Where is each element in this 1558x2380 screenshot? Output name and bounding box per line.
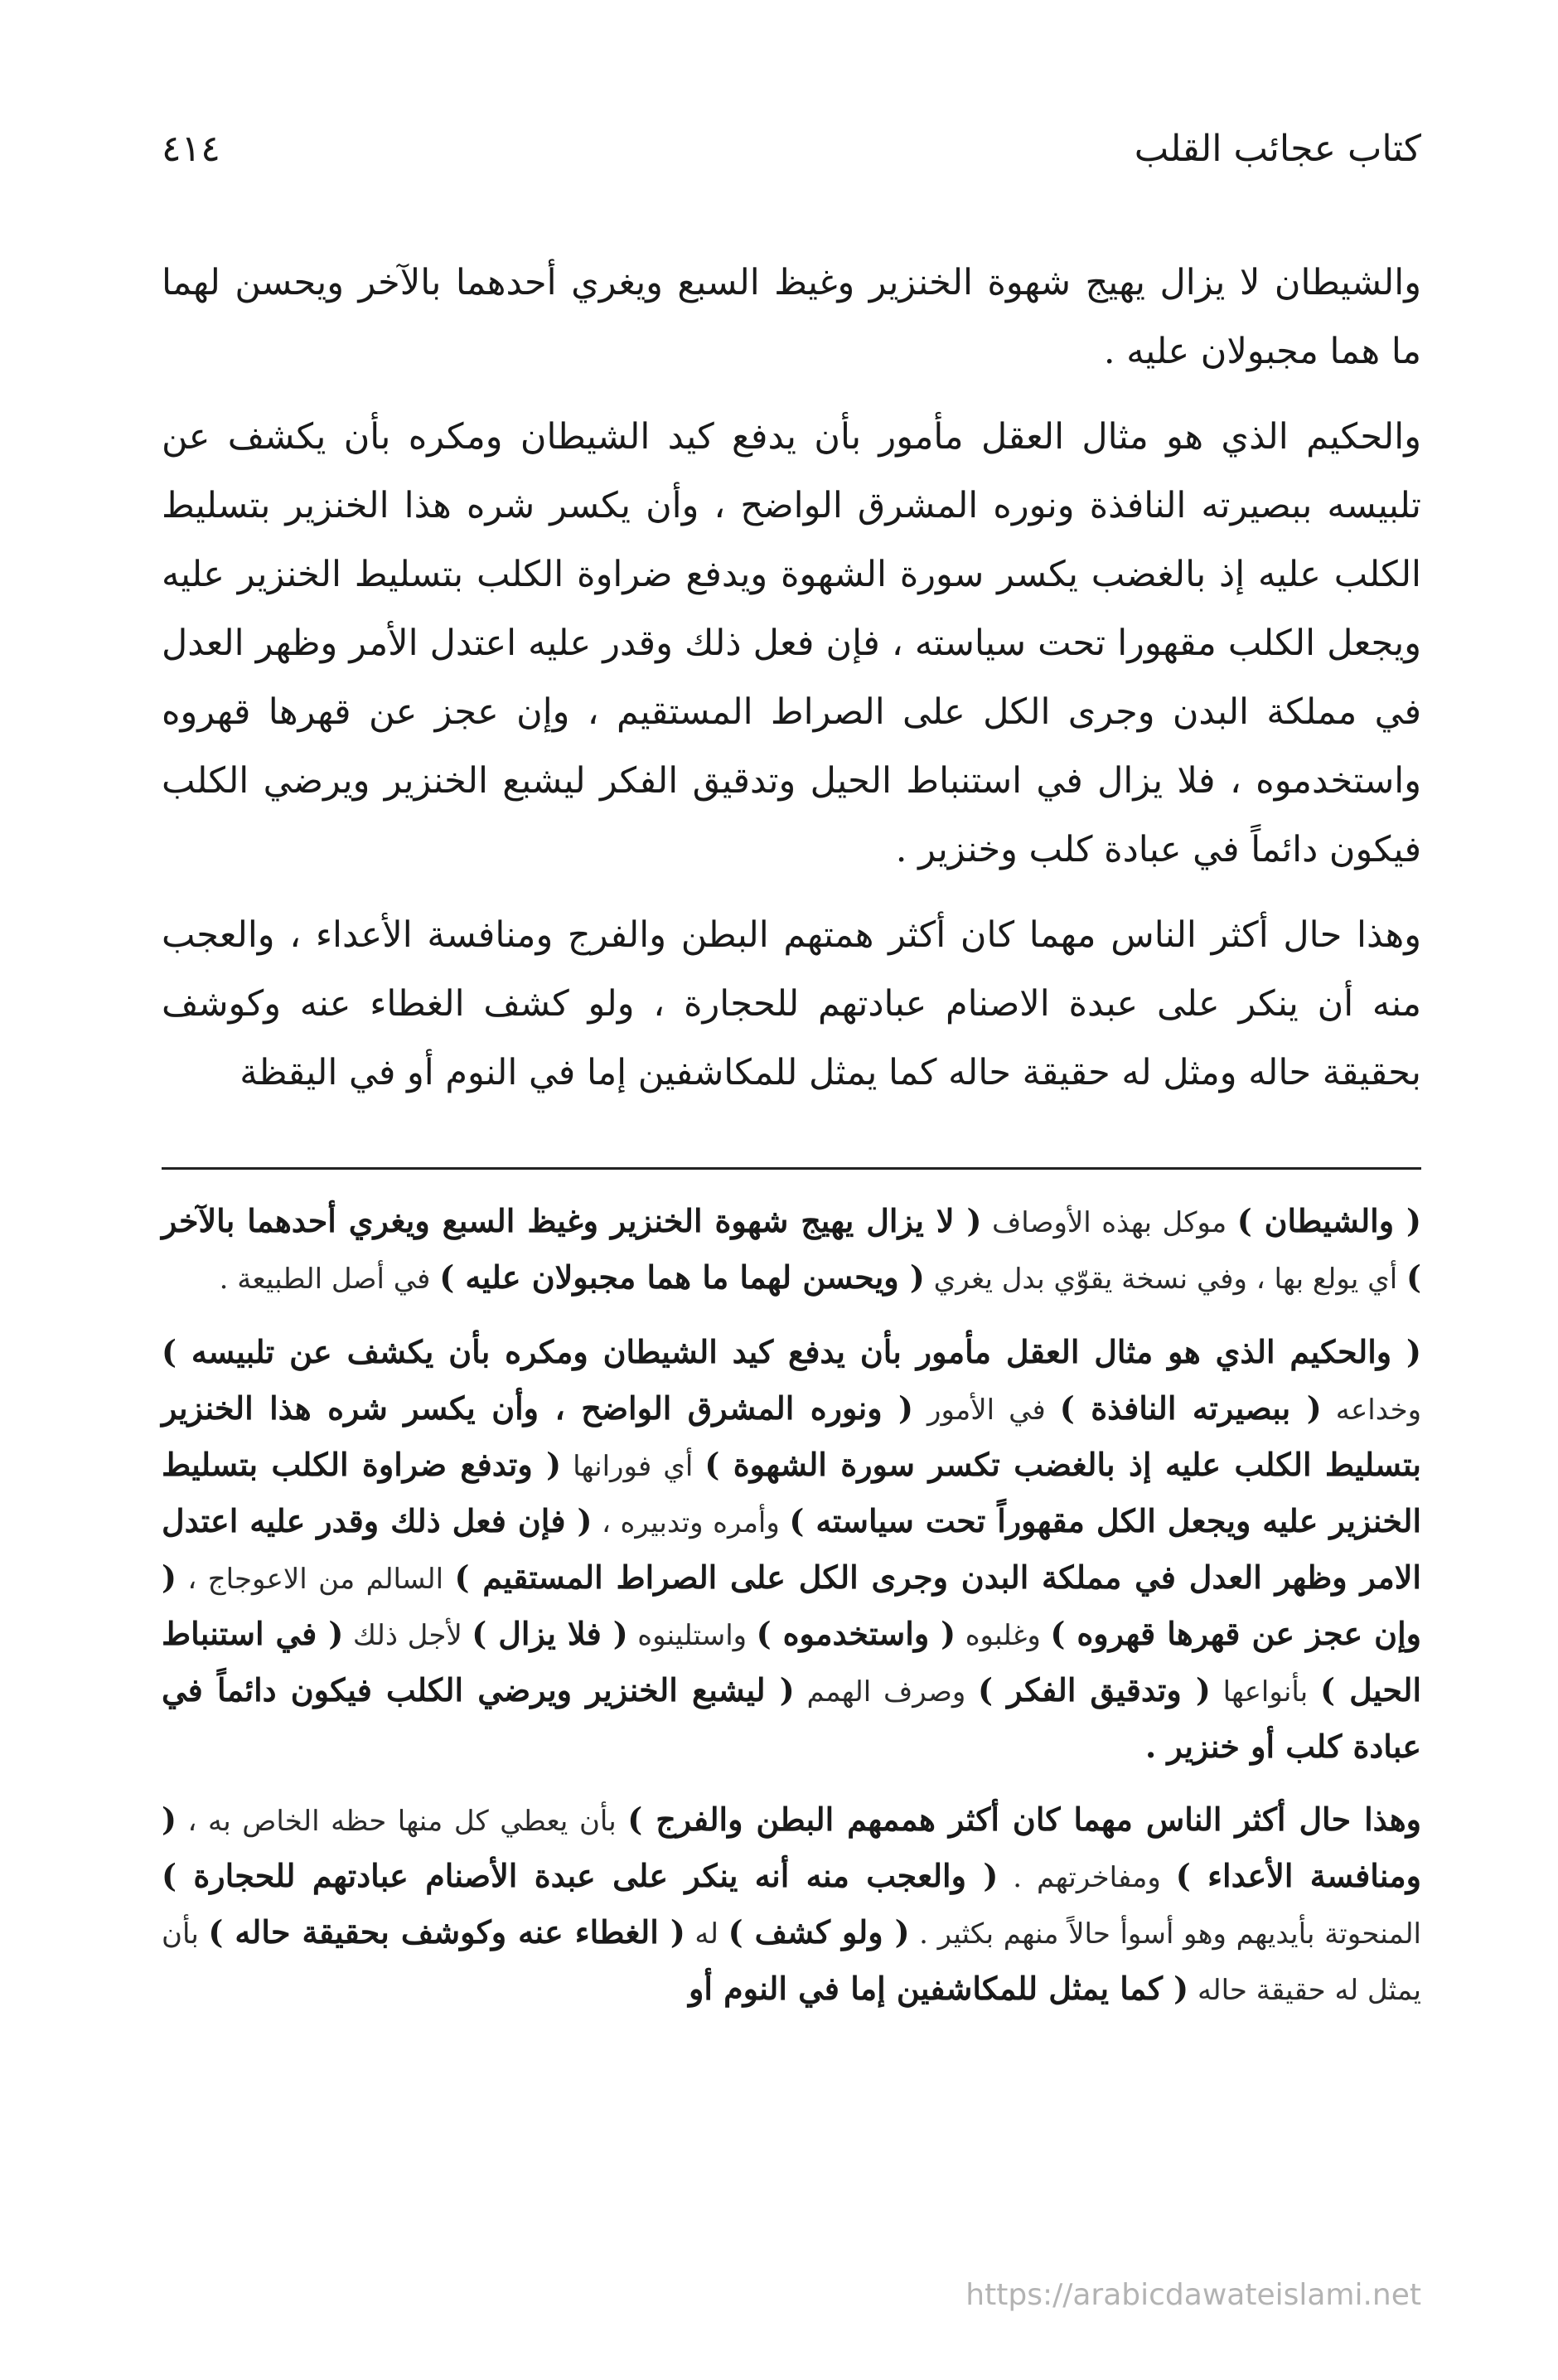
commentary-paragraph [162, 1792, 1421, 2018]
explanation-text: واستلينوه [627, 1619, 757, 1652]
quoted-text: ( ولو كشف ) [728, 1913, 910, 1951]
main-paragraph: والشيطان لا يزال يهيج شهوة الخنزير وغيظ السبع ويغري أحدهما بالآخر ويحسن لهما ما هما مجبولان عليه . [162, 262, 1421, 372]
watermark-url: https://arabicdawateislami.net [965, 2278, 1421, 2312]
explanation-text: وأمره وتدبيره ، [592, 1506, 790, 1539]
quoted-text: ( لا يزال يهيج شهوة الخنزير وغيظ السبع ويغري أحدهما بالآخر ) [162, 1202, 1421, 1296]
explanation-text: لأجل ذلك [343, 1619, 472, 1652]
quoted-text: ( فلا يزال ) [472, 1615, 628, 1652]
quoted-text: ( الغطاء عنه وكوشف بحقيقة حاله ) [208, 1913, 685, 1951]
footnote-divider [162, 1167, 1421, 1170]
explanation-text: وصرف الهمم [794, 1675, 978, 1709]
explanation-text: السالم من الاعوجاج ، [176, 1563, 455, 1596]
commentary-paragraph [162, 1325, 1421, 1774]
quoted-text: ( ويحسن لهما ما هما مجبولان عليه ) [439, 1258, 925, 1296]
explanation-text: بأن يمثل له حقيقة حاله [162, 1917, 1421, 2007]
commentary-section [162, 1194, 1421, 2036]
explanation-text: وغلبوه [956, 1619, 1051, 1652]
explanation-text: بأن يعطي كل منها حظه الخاص به ، [176, 1805, 628, 1838]
commentary-paragraph [162, 1194, 1421, 1306]
quoted-text: ( ببصيرته النافذة ) [1059, 1389, 1322, 1427]
explanation-text: بأنواعها [1210, 1675, 1320, 1709]
quoted-text: ( كما يمثل للمكاشفين إما في النوم أو [689, 1970, 1189, 2007]
page-number: ٤١٤ [162, 128, 220, 170]
quoted-text: ( واستخدموه ) [756, 1615, 956, 1652]
quoted-text: ( وتدقيق الفكر ) [977, 1671, 1211, 1709]
quoted-text: ( ليشبع الخنزير ويرضي الكلب فيكون دائماً في عبادة كلب أو خنزير . [162, 1671, 1421, 1765]
explanation-text: المنحوتة بأيديهم وهو أسوأ حالاً منهم بكثير . [909, 1917, 1421, 1951]
quoted-text: ( والعجب منه أنه ينكر على عبدة الأصنام عبادتهم للحجارة ) [162, 1857, 999, 1894]
quoted-text: ( فإن فعل ذلك وقدر عليه اعتدل الامر وظهر العدل في مملكة البدن وجرى الكل على الصراط المستقيم ) [162, 1502, 1421, 1596]
explanation-text: في الأمور [913, 1394, 1060, 1427]
main-text [162, 249, 1421, 1108]
quoted-text: ( في استنباط الحيل ) [162, 1615, 1422, 1709]
quoted-text: ( والشيطان ) [1236, 1202, 1421, 1239]
quoted-text: ( والحكيم الذي هو مثال العقل مأمور بأن يدفع كيد الشيطان ومكره بأن يكشف عن تلبيسه ) [162, 1333, 1421, 1370]
quoted-text: ( ونوره المشرق الواضح ، وأن يكسر شره هذا الخنزير بتسليط الكلب عليه إذ بالغضب تكسر سورة الشهوة ) [162, 1389, 1421, 1483]
running-title: كتاب عجائب القلب [1134, 128, 1421, 170]
quoted-text: وهذا حال أكثر الناس مهما كان أكثر هممهم البطن والفرج ) [627, 1801, 1421, 1838]
explanation-text: وخداعه [1321, 1394, 1422, 1427]
quoted-text: ( وإن عجز عن قهرها قهروه ) [162, 1558, 1421, 1652]
explanation-text: في أصل الطبيعة . [219, 1263, 440, 1296]
explanation-text: موكل بهذه الأوصاف [981, 1206, 1237, 1239]
explanation-text: ومفاخرتهم . [998, 1861, 1176, 1894]
main-paragraph: وهذا حال أكثر الناس مهما كان أكثر همتهم البطن والفرج ومنافسة الأعداء ، والعجب منه أن ينكر على عبدة الاصنام عبادتهم للحجارة ، ولو كشف الغطاء عنه وكوشف بحقيقة حاله ومثل له حقيقة حاله كما يمثل للمكاشفين إما في النوم أو في اليقظة [162, 914, 1421, 1093]
explanation-text: له [685, 1917, 728, 1951]
quoted-text: ( وتدفع ضراوة الكلب بتسليط الخنزير عليه ويجعل الكل مقهوراً تحت سياسته ) [162, 1446, 1422, 1539]
explanation-text: أي يولع بها ، وفي نسخة يقوّي بدل يغري [924, 1263, 1407, 1296]
quoted-text: ( ومنافسة الأعداء ) [162, 1801, 1421, 1894]
main-paragraph: والحكيم الذي هو مثال العقل مأمور بأن يدفع كيد الشيطان ومكره بأن يكشف عن تلبيسه ببصيرته النافذة ونوره المشرق الواضح ، وأن يكسر شره هذا الخنزير بتسليط الكلب عليه إذ بالغضب يكسر سورة الشهوة ويدفع ضراوة الكلب بتسليط الخنزير عليه ويجعل الكلب مقهورا تحت سياسته ، فإن فعل ذلك وقدر عليه اعتدل الأمر وظهر العدل في مملكة البدن وجرى الكل على الصراط المستقيم ، وإن عجز عن قهرها قهروه واستخدموه ، فلا يزال في استنباط الحيل وتدقيق الفكر ليشبع الخنزير ويرضي الكلب فيكون دائماً في عبادة كلب وخنزير . [162, 416, 1422, 870]
page-header [162, 124, 1421, 191]
book-page [162, 124, 1421, 1124]
explanation-text: أي فورانها [561, 1450, 705, 1483]
